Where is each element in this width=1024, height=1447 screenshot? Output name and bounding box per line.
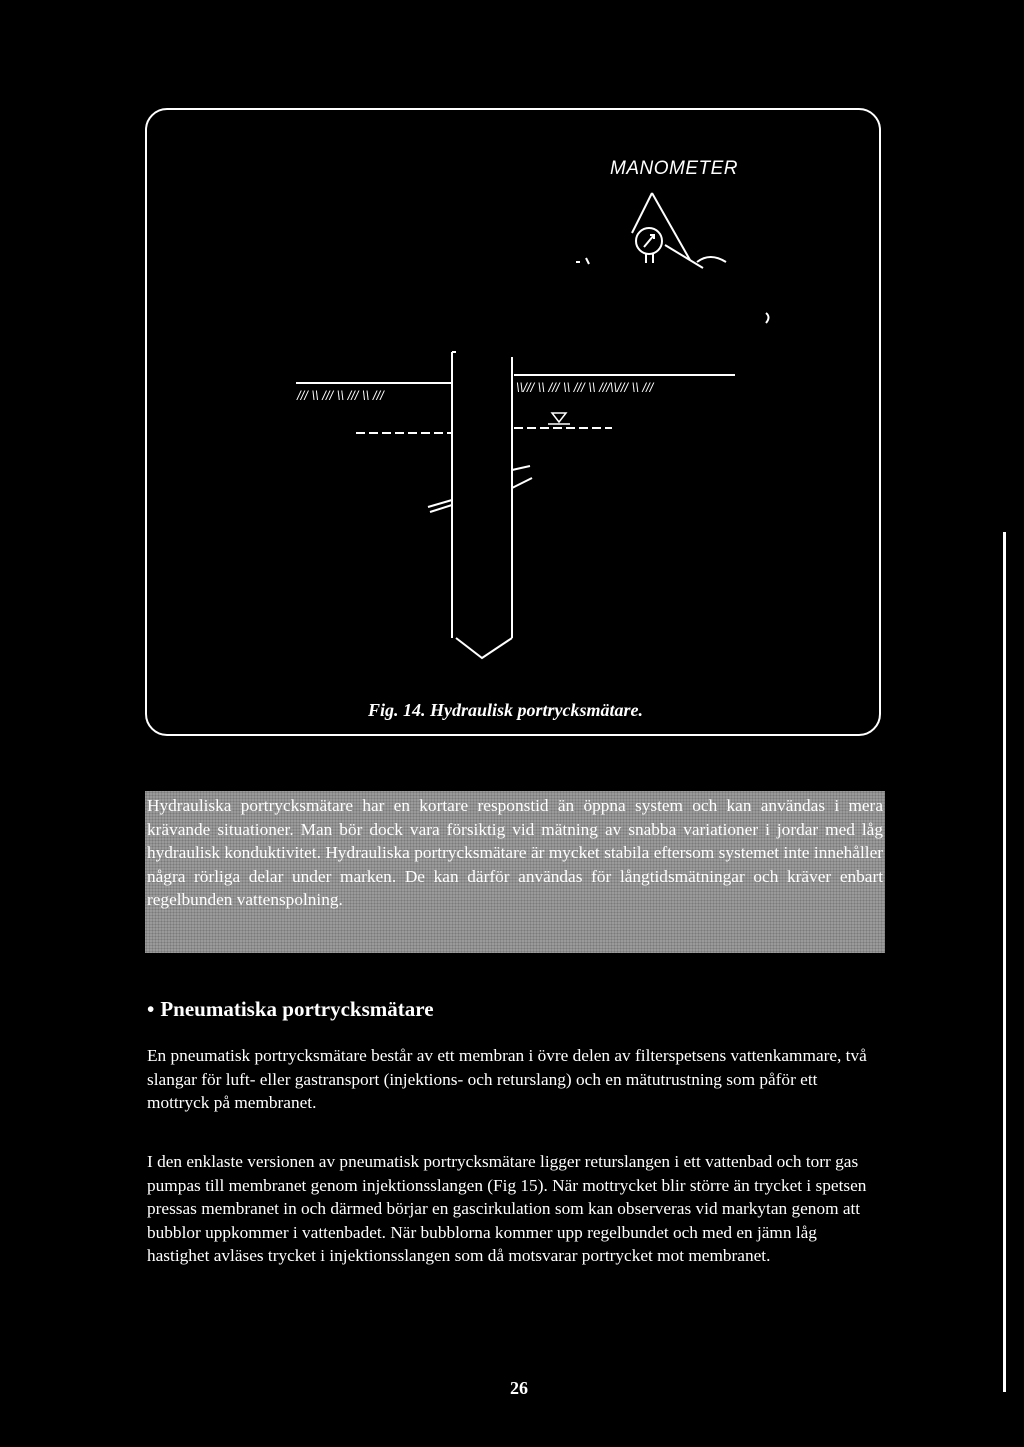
water-level-triangle-icon (548, 413, 570, 424)
return-tube-arc (697, 257, 726, 262)
section-heading-text: Pneumatiska portrycksmätare (160, 997, 434, 1021)
packer-mark-right (512, 466, 530, 470)
bullet-icon: • (147, 997, 155, 1021)
pressure-gauge-icon (636, 228, 662, 263)
pipe-tip (456, 638, 512, 658)
page-number: 26 (510, 1378, 528, 1398)
section-heading (147, 997, 434, 1022)
figure-caption: Fig. 14. Hydraulisk portrycksmätare. (368, 700, 644, 720)
body-paragraph-2: I den enklaste versionen av pneumatisk portrycksmätare ligger returslangen i ett vattenbad och torr gas pumpas till membranet genom injektionsslangen (Fig 15). När mottrycket blir större än trycket i spetsen pressas membranet in och därmed börjar en gascirkulation som kan observeras vid markytan genom att bubblor uppkommer i vattenbadet. När bubblorna kommer upp regelbundet och med en jämn låg hastighet avläses trycket i injektionsslangen som då motsvarar portrycket mot membranet. (147, 1152, 867, 1266)
shaded-text-box (145, 791, 885, 953)
ground-hatch-left: /// \\ /// \\ /// \\ /// (297, 388, 384, 403)
ground-hatch-right: \\/// \\ /// \\ /// \\ ///\\/// \\ /// (516, 380, 654, 395)
shaded-paragraph: Hydrauliska portrycksmätare har en kortare responstid än öppna system och kan användas i mera krävande situationer. Man bör dock vara försiktig vid mätning av snabba variationer i jordar med låg hydraulisk konduktivitet. Hydrauliska portrycksmätare är mycket stabila eftersom systemet inte innehåller några rörliga delar under marken. De kan därför användas för långtidsmätningar och kräver enbart regelbunden vattenspolning. (147, 796, 883, 910)
manometer-mark-left-2 (586, 258, 589, 264)
manometer-label: MANOMETER (610, 158, 738, 179)
body-paragraph-1: En pneumatisk portrycksmätare består av ett membran i övre delen av filterspetsens vattenkammare, två slangar för luft- eller gastransport (injektions- och returslang) och en mätutrustning som påför ett mottryck på membranet. (147, 1046, 867, 1113)
page-edge-line (1003, 532, 1006, 1392)
tube-end-mark (766, 313, 769, 323)
